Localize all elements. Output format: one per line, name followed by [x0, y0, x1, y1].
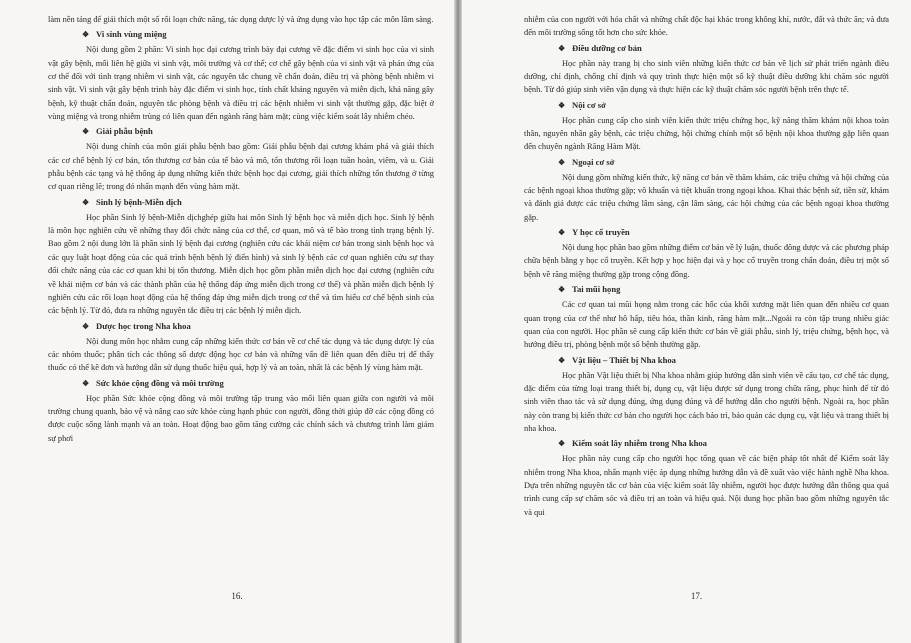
right-section-body: Nội dung gồm những kiến thức, kỹ năng cơ bản về thăm khám, các triệu chứng và hội chứng của các bệnh ngoại khoa thường gặp; vô khuẩn và tiệt khuẩn trong ngoại khoa. Khai thác bệnh sử, tiền sử, khám và đánh giá được các triệu chứng lâm sàng, cận lâm sàng, các hội chứng của các bệnh ngoại khoa thường gặp.	[524, 172, 889, 222]
left-section-body: Học phần Sức khỏe cộng đồng và môi trường tập trung vào mối liên quan giữa con người và môi trường chung quanh, bảo vệ và nâng cao sức khỏe cùng hạnh phúc con người, đồng thời giúp đỡ các cộng đồng có được cuộc sống lành mạnh và an toàn. Hoạt động bao gồm tăng cường các chính sách và chương trình làm giảm sự phơi	[48, 393, 434, 443]
left-section-title: Sức khỏe cộng đồng và môi trường	[96, 377, 224, 388]
right-section-body: Học phần này cung cấp cho người học tổng quan về các biện pháp tốt nhất để Kiểm soát lây nhiễm trong Nha khoa, nhấn mạnh việc áp dụng những hướng dẫn và đề xuất vào việc hành nghề Nha khoa. Dựa trên những nguyên tắc cơ bản của việc kiểm soát lây nhiễm, người học được hướng dẫn thông qua quá trình cung cấp sự chăm sóc và điều trị an toàn và hiệu quả. Nội dung học phần bao gồm những nguyên tắc và qui	[524, 454, 889, 517]
right-page	[462, 0, 911, 643]
diamond-bullet-icon: ❖	[558, 285, 566, 295]
left-section-title: Sinh lý bệnh-Miễn dịch	[96, 196, 182, 207]
page-number: 16.	[231, 591, 243, 601]
diamond-bullet-icon: ❖	[558, 43, 566, 53]
right-section-heading	[558, 283, 889, 296]
left-page	[0, 0, 454, 643]
book-gutter	[454, 0, 462, 643]
left-section-body: Nội dung môn học nhằm cung cấp những kiến thức cơ bản về cơ chế tác dụng và tác dụng dược lý của các nhóm thuốc; phân tích các thông số dược động học cơ bản và những vấn đề liên quan đến điều trị để thấy thuốc có thể kê đơn và hướng dẫn sử dụng thuốc hiệu quả, hợp lý và an toàn, nhất là các bệnh lý vùng hàm mặt.	[48, 336, 434, 373]
right-section-body: Học phần này trang bị cho sinh viên những kiến thức cơ bản về lịch sử phát triển ngành điều dưỡng, chỉ định, chống chỉ định và quy trình thực hiện một số kỹ thuật điều dưỡng khi chăm sóc người bệnh. Từ đó giúp sinh viên vận dụng và thực hiện các kỹ thuật chăm sóc người bệnh trên thực tế.	[524, 58, 889, 95]
left-intro-text: làm nền tảng để giải thích một số rối loạn chức năng, tác dụng dược lý và ứng dụng vào học tập các môn lâm sàng.	[48, 15, 434, 24]
left-section-heading	[82, 196, 434, 209]
right-section-body: Học phần Vật liệu thiết bị Nha khoa nhằm giúp hướng dẫn sinh viên về cấu tạo, cơ chế tác dụng, đặc điểm của từng loại trang thiết bị, dụng cụ, vật liệu được sử dụng trong chữa răng, phục hình để từ đó sinh viên thao tác và sử dụng đúng, ứng dụng đúng và để hướng dẫn cho người bệnh. Ngoài ra, học phần này còn trang bị kiến thức cơ bản cho người học cách bảo trì, bảo quản các dụng cụ, vật liệu và trang thiết bị nha khoa.	[524, 370, 889, 433]
diamond-bullet-icon: ❖	[558, 157, 566, 167]
left-section-heading	[82, 125, 434, 138]
right-section-title: Tai mũi họng	[572, 284, 621, 295]
diamond-bullet-icon: ❖	[82, 30, 90, 40]
left-section-body: Nội dung chính của môn giải phẫu bệnh bao gồm: Giải phẫu bệnh đại cương khám phá và giải thích các cơ chế bệnh lý cơ bản, tổn thương cơ bản của tế bào và mô, tổn thương rối loạn tuần hoàn, viêm, và u. Giải phẫu bệnh các tạng và hệ thống áp dụng những kiến thức bệnh học đại cương, giải thích những tổn thương ở từng cơ quan riêng lẽ; trong đó nhấn mạnh đến vùng hàm mặt.	[48, 142, 434, 192]
diamond-bullet-icon: ❖	[82, 127, 90, 137]
right-section-body: Nội dung học phần bao gồm những điểm cơ bản về lý luận, thuốc đông dược và các phương pháp chữa bệnh bằng y học cổ truyền. Kết hợp y học hiện đại và y học cổ truyền trong chẩn đoán, điều trị một số bệnh về răng miệng thường gặp trong cộng đồng.	[524, 243, 889, 279]
diamond-bullet-icon: ❖	[558, 100, 566, 110]
left-section-heading	[82, 377, 434, 390]
left-section-heading	[82, 320, 434, 333]
diamond-bullet-icon: ❖	[82, 378, 90, 388]
left-section-title: Vi sinh vùng miệng	[96, 29, 167, 40]
right-section-heading	[558, 437, 889, 450]
right-section-title: Ngoại cơ sở	[572, 156, 615, 167]
diamond-bullet-icon: ❖	[558, 439, 566, 449]
page-number: 17.	[690, 591, 703, 601]
right-section-body: Các cơ quan tai mũi họng nằm trong các hốc của khối xương mặt liên quan đến nhiều cơ quan quan trọng của cơ thể như hô hấp, tiêu hóa, thần kinh, răng hàm mặt...Ngoài ra còn tập trung nhiều giác quan của con người. Học phần sẽ cung cấp kiến thức cơ bản về giải phẫu, sinh lý, triệu chứng, bệnh học, và hướng điều trị, phòng bệnh một số bệnh thường gặp.	[524, 300, 889, 350]
right-section-heading	[558, 226, 889, 239]
left-section-title: Giải phẫu bệnh	[96, 126, 153, 137]
right-section-title: Vật liệu – Thiết bị Nha khoa	[572, 354, 676, 365]
right-section-heading	[558, 42, 889, 55]
right-intro-text: nhiễm của con người với hóa chất và những chất độc hại khác trong không khí, nước, đất và thức ăn; và đưa đến môi trường sống tốt hơn cho sức khỏe.	[524, 15, 889, 38]
right-section-body: Học phần cung cấp cho sinh viên kiến thức triệu chứng học, kỹ năng thăm khám nội khoa toàn thân, nguyên nhân gây bệnh, các triệu chứng, hội chứng chính một số bệnh nội khoa thường gặp liên quan đến chuyên ngành Răng Hàm Mặt.	[524, 115, 889, 152]
right-section-title: Y học cổ truyền	[572, 227, 630, 238]
right-section-heading	[558, 99, 889, 112]
left-section-body: Nội dung gồm 2 phần: Vi sinh học đại cương trình bày đại cương về đặc điểm vi sinh học của vi sinh vật gây bệnh, mối liên hệ giữa vi sinh vật, môi trường và cơ thể; cơ chế gây bệnh của vi sinh vật và phản ứng của cơ thể đối với tình trạng nhiễm vi sinh vật, các nguyên tắc chung về chẩn đoán, điều trị và phòng bệnh nhiễm vi sinh vật. Vi sinh vật gây bệnh trình bày đặc điểm vi sinh học, tính chất kháng nguyên và miễn dịch, khả năng gây bệnh, kỹ thuật chẩn đoán, nguyên tắc phòng bệnh và điều trị các bệnh nhiễm vi sinh vật thường gặp, đặc biệt ở vùng miệng và trong nhiễm trùng có liên quan đến ngành răng hàm mặt; cùng việc kiểm soát lây nhiễm chéo.	[48, 45, 434, 122]
left-section-heading	[82, 28, 434, 41]
left-section-title: Dược học trong Nha khoa	[96, 320, 191, 331]
right-section-heading	[558, 354, 889, 367]
diamond-bullet-icon: ❖	[558, 228, 566, 238]
right-section-title: Điều dưỡng cơ bản	[572, 42, 642, 53]
diamond-bullet-icon: ❖	[558, 355, 566, 365]
left-section-body: Học phần Sinh lý bệnh-Miễn dịchghép giữa hai môn Sinh lý bệnh học và miễn dịch học. Sinh lý bệnh là môn học nghiên cứu về những thay đổi chức năng của cơ thể, cơ quan, mô và tế bào trong tình trạng bệnh lý. Bao gồm 2 nội dung lớn là phần sinh lý bệnh đại cương (nghiên cứu các khái niệm cơ bản trong sinh bệnh học và các quy luật hoạt động của các quá trình bệnh bệnh lý điển hình) và sinh lý bệnh các cơ quan nghiên cứu sự thay đổi chức năng của các cơ quan khi bị tổn thương. Miễn dịch học gồm phần miễn dịch học đại cương (nghiên cứu về khái niệm cơ bản và các thành phần của hệ thống đáp ứng miễn dịch trong cơ thể) và phần miễn dịch bệnh lý nghiên cứu các rối loạn hoạt động của hệ thống đáp ứng miễn dịch trong cơ thể và tìm hiểu cơ chế bệnh sinh của các bệnh lý. Từ đó, đưa ra những nguyên tắc điều trị các bệnh lý miễn dịch.	[48, 212, 434, 316]
diamond-bullet-icon: ❖	[82, 321, 90, 331]
right-section-heading	[558, 156, 889, 169]
diamond-bullet-icon: ❖	[82, 197, 90, 207]
right-section-title: Nội cơ sở	[572, 99, 606, 110]
right-section-title: Kiểm soát lây nhiễm trong Nha khoa	[572, 438, 707, 449]
